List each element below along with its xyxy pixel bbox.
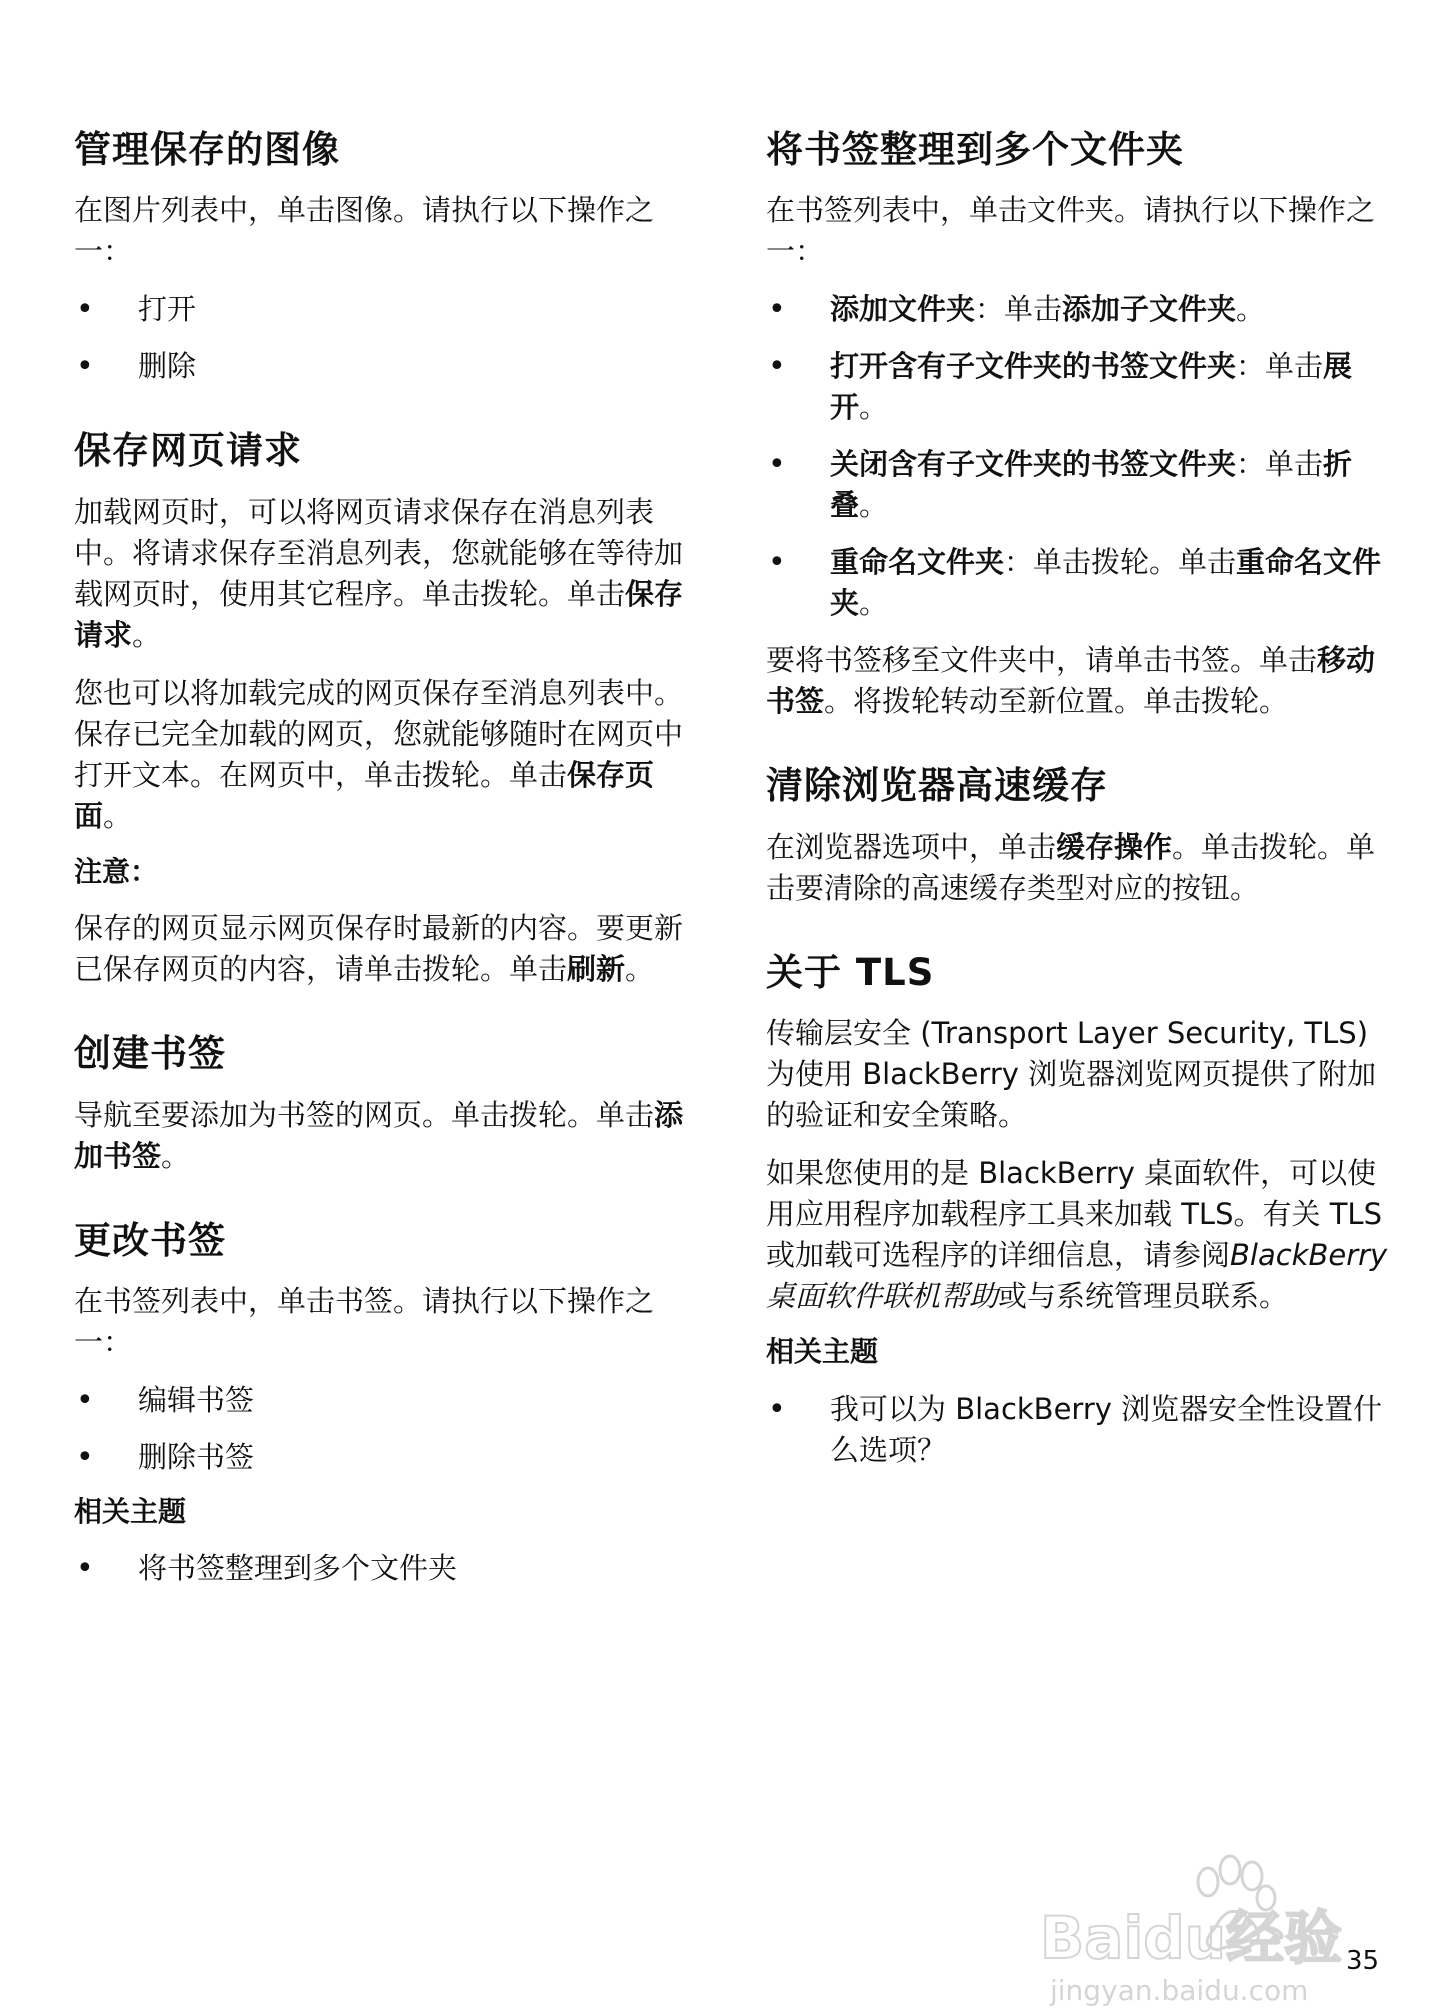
section-save-webpage-request	[74, 429, 694, 990]
page-number: 35	[1346, 1946, 1380, 1976]
baidu-watermark-logo	[1030, 1810, 1390, 2010]
paragraph: 在浏览器选项中，单击缓存操作。单击拨轮。单击要清除的高速缓存类型对应的按钮。	[766, 829, 1376, 905]
section-organize-bookmarks	[766, 128, 1390, 722]
ui-term: 添加书签	[74, 1097, 684, 1173]
watermark-brand: Baidu经验	[1040, 1904, 1343, 1972]
section-manage-saved-images	[74, 128, 694, 387]
section-title: 更改书签	[74, 1218, 226, 1262]
related-topic-link[interactable]: • 将书签整理到多个文件夹	[74, 1548, 694, 1589]
right-column	[766, 128, 1390, 1513]
option-list	[74, 289, 694, 387]
paragraph: 要将书签移至文件夹中，请单击书签。单击移动书签。将拨轮转动至新位置。单击拨轮。	[766, 643, 1376, 719]
list-item: • 打开	[74, 289, 694, 330]
note-label: 注意：	[74, 854, 159, 888]
left-column	[74, 128, 694, 1631]
related-topics-list	[74, 1548, 694, 1589]
section-clear-browser-cache	[766, 764, 1390, 908]
related-topics-label: 相关主题	[74, 1494, 187, 1528]
section-title: 关于 TLS	[766, 950, 935, 994]
ui-term: 移动书签	[766, 643, 1376, 719]
paragraph: 传输层安全 (Transport Layer Security, TLS) 为使用 BlackBerry 浏览器浏览网页提供了附加的验证和安全策略。	[766, 1016, 1377, 1133]
related-topic-link[interactable]: • 我可以为 BlackBerry 浏览器安全性设置什么选项？	[766, 1389, 1390, 1471]
section-title: 清除浏览器高速缓存	[766, 764, 1108, 808]
section-title: 管理保存的图像	[74, 128, 340, 171]
section-title: 将书签整理到多个文件夹	[766, 128, 1184, 171]
ui-term: 保存请求	[74, 576, 684, 652]
doc-reference: BlackBerry 桌面软件联机帮助	[766, 1238, 1388, 1314]
list-item: • 删除	[74, 346, 694, 387]
section-intro: 在图片列表中，单击图像。请执行以下操作之一：	[74, 193, 655, 269]
section-title: 创建书签	[74, 1032, 226, 1076]
list-item: • 重命名文件夹：单击拨轮。单击重命名文件夹。	[766, 542, 1390, 624]
ui-term: 缓存操作	[1056, 829, 1173, 864]
section-about-tls	[766, 951, 1390, 1471]
option-list	[74, 1380, 694, 1478]
paragraph: 如果您使用的是 BlackBerry 桌面软件，可以使用应用程序加载程序工具来加载 TLS。有关 TLS 或加载可选程序的详细信息，请参阅BlackBerry 桌面软件联机帮助或与系统管理员联系。	[766, 1156, 1388, 1314]
paragraph: 导航至要添加为书签的网页。单击拨轮。单击添加书签。	[74, 1097, 684, 1173]
watermark-url: jingyan.baidu.com	[1050, 1974, 1309, 2007]
list-item: • 编辑书签	[74, 1380, 694, 1421]
list-item: • 添加文件夹：单击添加子文件夹。	[766, 289, 1390, 330]
section-intro: 在书签列表中，单击文件夹。请执行以下操作之一：	[766, 193, 1376, 269]
note-text: 保存的网页显示网页保存时最新的内容。要更新已保存网页的内容，请单击拨轮。单击刷新。	[74, 911, 684, 987]
related-topics-label: 相关主题	[766, 1335, 879, 1369]
section-intro: 在书签列表中，单击书签。请执行以下操作之一：	[74, 1283, 655, 1359]
section-create-bookmark	[74, 1032, 694, 1176]
list-item: • 关闭含有子文件夹的书签文件夹：单击折叠。	[766, 444, 1390, 526]
related-topics-list	[766, 1389, 1390, 1471]
ui-term: 刷新	[567, 952, 626, 987]
section-change-bookmark	[74, 1219, 694, 1590]
list-item: • 打开含有子文件夹的书签文件夹：单击展开。	[766, 346, 1390, 428]
list-item: • 删除书签	[74, 1437, 694, 1478]
section-title: 保存网页请求	[74, 429, 302, 473]
ui-term: 保存页面	[74, 757, 655, 833]
paragraph: 您也可以将加载完成的网页保存至消息列表中。保存已完全加载的网页，您就能够随时在网页中打开文本。在网页中，单击拨轮。单击保存页面。	[74, 675, 684, 833]
paragraph: 加载网页时，可以将网页请求保存在消息列表中。将请求保存至消息列表，您就能够在等待加载网页时，使用其它程序。单击拨轮。单击保存请求。	[74, 494, 684, 652]
option-list	[766, 289, 1390, 624]
